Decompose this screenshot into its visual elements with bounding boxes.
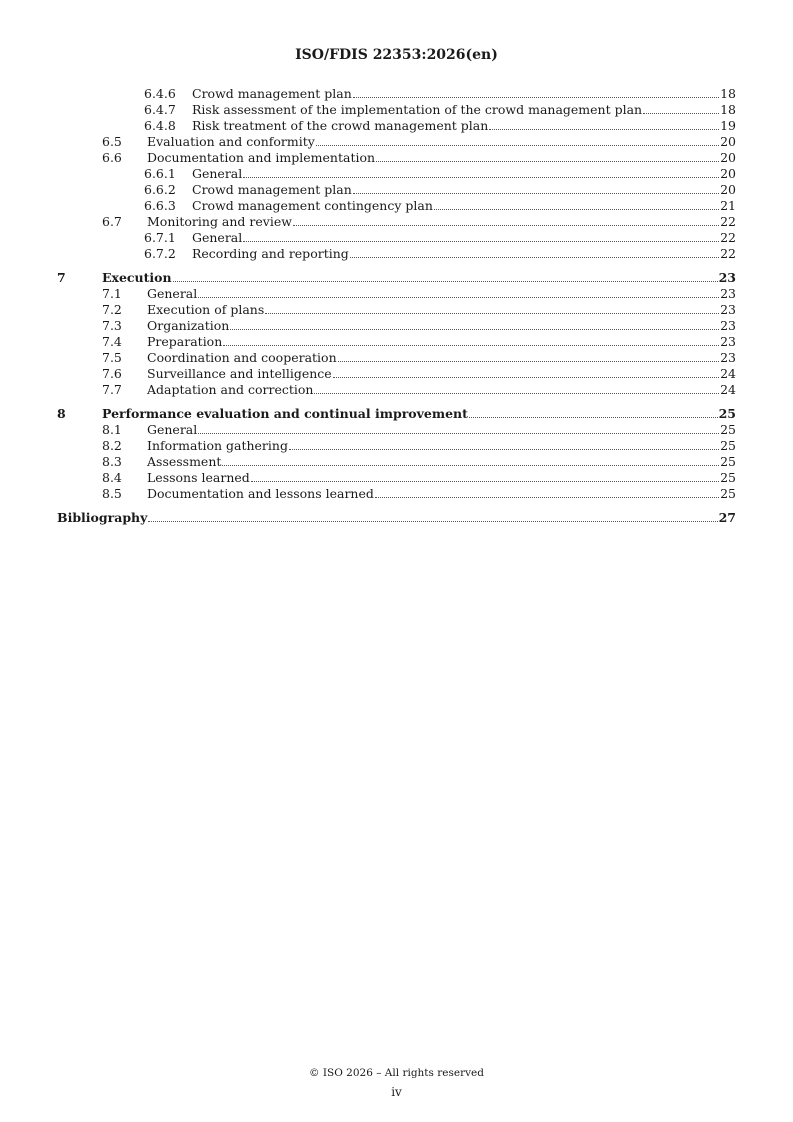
toc-entry-title: Coordination and cooperation	[147, 350, 337, 365]
toc-entry-number: 7.5	[102, 350, 122, 365]
toc-entry-number: 6.5	[102, 134, 122, 149]
toc-entry-page: 20	[720, 134, 736, 149]
toc-entry-title: General	[147, 286, 198, 301]
toc-entry-number: 7.1	[102, 286, 122, 301]
toc-entry-page: 18	[720, 102, 736, 117]
toc-entry[interactable]	[0, 350, 793, 366]
dot-leader	[316, 145, 719, 146]
toc-entry-page: 25	[718, 406, 736, 421]
toc-entry-number: 6.4.7	[144, 102, 176, 117]
toc-entry-number: 8.2	[102, 438, 122, 453]
toc-entry-title: Documentation and implementation	[147, 150, 376, 165]
dot-leader	[434, 209, 719, 210]
toc-entry-page: 20	[720, 150, 736, 165]
toc-entry-title: Assessment	[147, 454, 222, 469]
toc-entry[interactable]	[0, 302, 793, 318]
toc-entry-number: 7.6	[102, 366, 122, 381]
toc-entry-page: 24	[720, 366, 736, 381]
toc-entry-number: 6.7.2	[144, 246, 176, 261]
toc-entry-title: Crowd management plan	[192, 86, 352, 101]
dot-leader	[293, 225, 719, 226]
toc-entry[interactable]	[0, 166, 793, 182]
toc-entry-page: 24	[720, 382, 736, 397]
toc-entry-page: 23	[720, 302, 736, 317]
dot-leader	[198, 297, 719, 298]
toc-entry-page: 25	[720, 438, 736, 453]
toc-entry[interactable]	[0, 246, 793, 262]
dot-leader	[333, 377, 719, 378]
toc-entry-title: Surveillance and intelligence	[147, 366, 332, 381]
toc-entry-title: Preparation	[147, 334, 223, 349]
toc-entry[interactable]	[0, 182, 793, 198]
toc-entry-title: Risk assessment of the implementation of the crowd management plan	[192, 102, 643, 117]
toc-entry-number: 8	[57, 406, 66, 421]
toc-entry-number: 8.4	[102, 470, 122, 485]
toc-entry[interactable]	[0, 270, 793, 286]
toc-entry-number: 7.2	[102, 302, 122, 317]
toc-entry[interactable]	[0, 150, 793, 166]
toc-entry-title: Execution	[102, 270, 172, 285]
toc-entry[interactable]	[0, 382, 793, 398]
toc-entry-page: 20	[720, 166, 736, 181]
toc-entry-title: Risk treatment of the crowd management plan	[192, 118, 489, 133]
toc-entry-title: Evaluation and conformity	[147, 134, 315, 149]
toc-entry-page: 18	[720, 86, 736, 101]
toc-entry-number: 7.4	[102, 334, 122, 349]
toc-entry-number: 8.3	[102, 454, 122, 469]
toc-entry-number: 6.6.1	[144, 166, 176, 181]
toc-entry[interactable]	[0, 406, 793, 422]
toc-entry-page: 23	[720, 286, 736, 301]
toc-entry[interactable]	[0, 454, 793, 470]
toc-entry-page: 21	[720, 198, 736, 213]
toc-entry-number: 6.7	[102, 214, 122, 229]
toc-entry-number: 6.6.2	[144, 182, 176, 197]
toc-entry-number: 7.7	[102, 382, 122, 397]
toc-entry[interactable]	[0, 102, 793, 118]
toc-entry-title: General	[192, 166, 243, 181]
toc-entry-title: Bibliography	[57, 510, 148, 525]
document-header: ISO/FDIS 22353:2026(en)	[295, 47, 498, 63]
toc-entry-page: 25	[720, 470, 736, 485]
dot-leader	[223, 345, 719, 346]
dot-leader	[230, 329, 719, 330]
dot-leader	[289, 449, 719, 450]
dot-leader	[376, 161, 719, 162]
toc-entry-title: Performance evaluation and continual improvement	[102, 406, 468, 421]
toc-entry-number: 6.4.6	[144, 86, 176, 101]
toc-entry[interactable]	[0, 86, 793, 102]
toc-entry-title: Information gathering	[147, 438, 288, 453]
dot-leader	[643, 113, 719, 114]
toc-entry-page: 22	[720, 230, 736, 245]
toc-entry-page: 23	[720, 350, 736, 365]
toc-entry[interactable]	[0, 510, 793, 526]
toc-entry-title: General	[192, 230, 243, 245]
toc-entry-title: Recording and reporting	[192, 246, 349, 261]
toc-entry[interactable]	[0, 318, 793, 334]
page-number: iv	[391, 1085, 402, 1099]
toc-entry[interactable]	[0, 422, 793, 438]
toc-entry-page: 23	[718, 270, 736, 285]
toc-entry[interactable]	[0, 438, 793, 454]
toc-entry[interactable]	[0, 486, 793, 502]
dot-leader	[314, 393, 719, 394]
toc-entry-page: 22	[720, 214, 736, 229]
dot-leader	[350, 257, 719, 258]
dot-leader	[222, 465, 719, 466]
toc-entry[interactable]	[0, 198, 793, 214]
dot-leader	[265, 313, 719, 314]
toc-entry-number: 7.3	[102, 318, 122, 333]
dot-leader	[243, 241, 719, 242]
toc-entry-title: Execution of plans	[147, 302, 265, 317]
toc-entry[interactable]	[0, 286, 793, 302]
dot-leader	[173, 281, 718, 282]
toc-entry-title: Documentation and lessons learned	[147, 486, 374, 501]
toc-entry-page: 23	[720, 334, 736, 349]
toc-entry-title: General	[147, 422, 198, 437]
toc-entry[interactable]	[0, 118, 793, 134]
toc-entry-title: Organization	[147, 318, 230, 333]
dot-leader	[148, 521, 717, 522]
toc-entry[interactable]	[0, 470, 793, 486]
dot-leader	[353, 97, 719, 98]
dot-leader	[353, 193, 719, 194]
toc-entry-page: 23	[720, 318, 736, 333]
toc-entry-number: 6.6	[102, 150, 122, 165]
dot-leader	[375, 497, 719, 498]
toc-entry-page: 25	[720, 454, 736, 469]
dot-leader	[489, 129, 719, 130]
toc-entry-page: 25	[720, 486, 736, 501]
toc-entry-number: 8.1	[102, 422, 122, 437]
toc-entry[interactable]	[0, 134, 793, 150]
toc-entry[interactable]	[0, 230, 793, 246]
toc-entry[interactable]	[0, 366, 793, 382]
toc-entry-number: 6.7.1	[144, 230, 176, 245]
toc-entry-page: 27	[718, 510, 736, 525]
toc-entry-page: 19	[720, 118, 736, 133]
toc-entry-page: 20	[720, 182, 736, 197]
dot-leader	[251, 481, 719, 482]
toc-entry-number: 8.5	[102, 486, 122, 501]
toc-entry-page: 25	[720, 422, 736, 437]
toc-entry-title: Adaptation and correction	[147, 382, 314, 397]
toc-entry-title: Crowd management contingency plan	[192, 198, 433, 213]
toc-entry[interactable]	[0, 214, 793, 230]
toc-entry-number: 6.4.8	[144, 118, 176, 133]
toc-entry-page: 22	[720, 246, 736, 261]
toc-entry-title: Crowd management plan	[192, 182, 352, 197]
toc-entry-number: 7	[57, 270, 66, 285]
dot-leader	[469, 417, 718, 418]
dot-leader	[338, 361, 719, 362]
dot-leader	[243, 177, 719, 178]
toc-entry-title: Lessons learned	[147, 470, 250, 485]
toc-entry[interactable]	[0, 334, 793, 350]
copyright-notice: © ISO 2026 – All rights reserved	[309, 1067, 484, 1079]
toc-entry-title: Monitoring and review	[147, 214, 292, 229]
dot-leader	[198, 433, 719, 434]
toc-entry-number: 6.6.3	[144, 198, 176, 213]
